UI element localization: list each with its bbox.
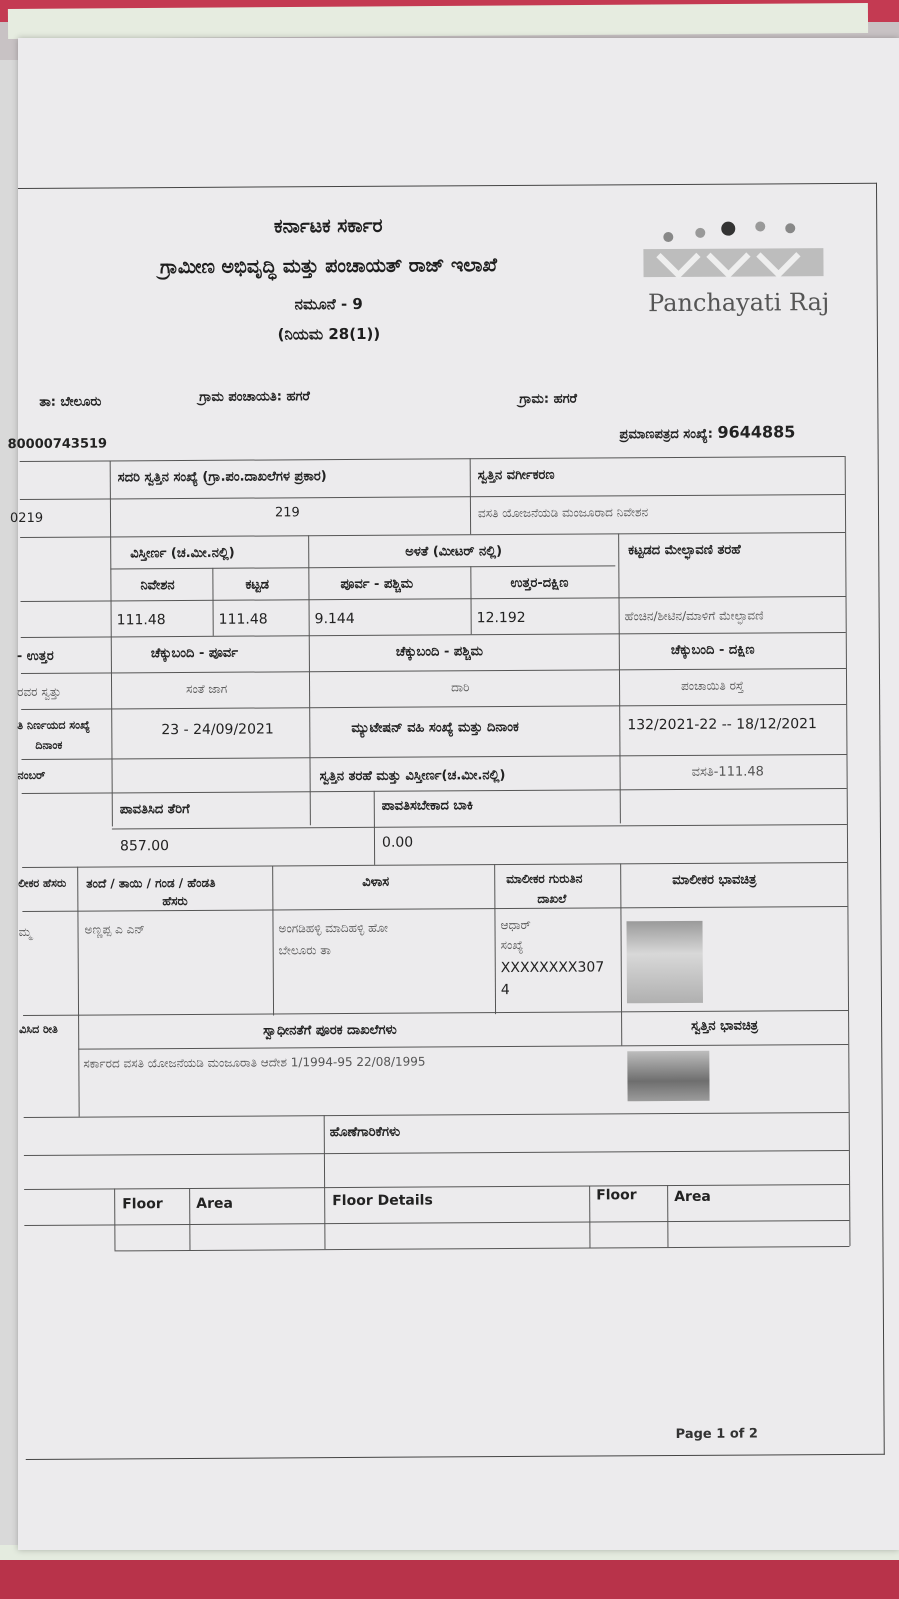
area-header: Area	[196, 1195, 233, 1212]
site-area: 111.48	[116, 612, 166, 629]
grid-line	[470, 458, 472, 534]
panchayati-raj-logo	[638, 214, 839, 345]
floor-header-2: Floor	[596, 1187, 637, 1204]
id-line-4: 4	[500, 982, 510, 999]
west-label: ಚೆಕ್ಕುಬಂದಿ - ಪಶ್ಚಿಮ	[395, 644, 484, 660]
docs-value: ಸರ್ಕಾರದ ವಸತಿ ಯೋಜನೆಯಡಿ ಮಂಜೂರಾತಿ ಆದೇಶ 1/1994-95 22/08/1995	[83, 1054, 426, 1071]
grid-line	[589, 1186, 591, 1248]
grid-line	[110, 565, 615, 569]
prop-class-label: ಸ್ವತ್ತಿನ ವರ್ಗೀಕರಣ	[477, 467, 555, 484]
id-line-3: XXXXXXXX307	[500, 959, 605, 977]
address-line-2: ಬೇಲೂರು ತಾ	[278, 943, 331, 958]
due-value: 0.00	[381, 834, 414, 851]
grid-line	[110, 460, 113, 826]
grid-line	[21, 704, 846, 710]
grid-line	[494, 864, 496, 1014]
left-id: 80000743519	[7, 436, 108, 453]
under-page	[8, 3, 868, 39]
prop-class: ವಸತಿ ಯೋಜನೆಯಡಿ ಮಂಜೂರಾದ ನಿವೇಶನ	[477, 505, 649, 521]
grid-line	[24, 1112, 849, 1118]
grid-line	[21, 668, 846, 674]
grid-line	[24, 1150, 849, 1156]
ew-value: 9.144	[314, 610, 355, 628]
grid-line	[22, 788, 847, 794]
ew-label: ಪೂರ್ವ - ಪಶ್ಚಿಮ	[340, 576, 414, 593]
dept-title: ಗ್ರಾಮೀಣ ಅಭಿವೃದ್ಧಿ ಮತ್ತು ಪಂಚಾಯತ್ ರಾಜ್ ಇಲಾಖೆ	[159, 254, 498, 279]
due-label: ಪಾವತಿಸಬೇಕಾದ ಬಾಕಿ	[381, 798, 473, 814]
east-value: ಸಂತೆ ಜಾಗ	[186, 681, 228, 696]
certificate	[619, 422, 795, 442]
relation-label: ತಂದೆ / ತಾಯಿ / ಗಂಡ / ಹೆಂಡತಿ	[86, 875, 216, 891]
area-header-2: Area	[674, 1188, 711, 1206]
area-label: ವಿಸ್ತೀರ್ಣ (ಚ.ಮೀ.ನಲ್ಲಿ)	[130, 545, 235, 562]
type-area-label: ಸ್ವತ್ತಿನ ತರಹೆ ಮತ್ತು ವಿಸ್ತೀರ್ಣ(ಚ.ಮೀ.ನಲ್ಲಿ)	[319, 768, 506, 785]
owner-label: ಲೀಕರ ಹೆಸರು	[18, 876, 67, 891]
type-area-value: ವಸತಿ-111.48	[691, 764, 764, 780]
roof-value: ಹೆಂಚಿನ/ಶೀಟಿನ/ಮಾಳಿಗೆ ಮೇಲ್ಛಾವಣಿ	[624, 608, 764, 624]
grid-line	[114, 1246, 849, 1252]
grid-line	[308, 535, 311, 825]
site-label: ನಿವೇಶನ	[140, 578, 175, 594]
form-number: ನಮೂನೆ - 9	[294, 294, 363, 314]
id-label-2: ದಾಖಲೆ	[537, 891, 567, 906]
left-code: 0219	[9, 510, 44, 527]
ns-label: ಉತ್ತರ-ದಕ್ಷಿಣ	[510, 575, 569, 591]
document-sheet	[7, 38, 899, 1550]
people-icon	[638, 214, 838, 287]
floor-header: Floor	[122, 1196, 163, 1213]
grid-line	[21, 596, 846, 602]
grid-line	[20, 532, 845, 538]
mode-label: ವಿಸಿದ ರೀತಿ	[19, 1022, 58, 1037]
owner-photo	[626, 921, 702, 1003]
building-label: ಕಟ್ಟಡ	[245, 577, 270, 593]
floor-details-header: Floor Details	[332, 1192, 433, 1210]
grid-line	[77, 867, 79, 1017]
relation-label-2: ಹೆಸರು	[162, 893, 188, 909]
grid-line	[22, 906, 847, 912]
paid-value: 857.00	[119, 838, 170, 855]
prop-no-label: ಸದರಿ ಸ್ವತ್ತಿನ ಸಂಖ್ಯೆ (ಗ್ರಾ.ಪಂ.ದಾಖಲೆಗಳ ಪ್ರಕಾರ)	[117, 469, 327, 486]
gram-panchayat: ಗ್ರಾಮ ಪಂಚಾಯತಿ: ಹಗರೆ	[199, 389, 310, 405]
resolution-date-label: ದಿನಾಂಕ	[35, 738, 63, 752]
mutation-label: ಮ್ಯುಟೇಷನ್ ವಹಿ ಸಂಖ್ಯೆ ಮತ್ತು ದಿನಾಂಕ	[351, 719, 519, 736]
number-label: ನಂಬರ್	[17, 768, 46, 783]
grid-line	[112, 824, 847, 830]
west-value: ದಾರಿ	[451, 680, 470, 695]
docs-label: ಸ್ವಾಧೀನತೆಗೆ ಪೂರಕ ದಾಖಲೆಗಳು	[263, 1022, 397, 1039]
id-label: ಮಾಲೀಕರ ಗುರುತಿನ	[506, 871, 583, 887]
building-area: 111.48	[218, 611, 268, 628]
grid-line	[20, 494, 845, 500]
taluk: ತಾ: ಬೇಲೂರು	[39, 394, 102, 410]
grid-line	[272, 865, 274, 1015]
govt-title: ಕರ್ನಾಟಕ ಸರ್ಕಾರ	[273, 214, 383, 238]
grid-line	[21, 754, 846, 760]
grid-line	[24, 1220, 849, 1226]
north-value: ರವರ ಸ್ವತ್ತು	[17, 684, 62, 700]
roof-label: ಕಟ್ಟಡದ ಮೇಲ್ಛಾವಣಿ ತರಹೆ	[628, 542, 741, 559]
grid-line	[78, 1015, 80, 1117]
south-value: ಪಂಚಾಯಿತಿ ರಸ್ತೆ	[681, 678, 744, 693]
document-frame	[7, 183, 885, 1460]
rule-number: (ನಿಯಮ 28(1))	[277, 324, 381, 344]
grid-line	[620, 863, 622, 1045]
prop-photo-label: ಸ್ವತ್ತಿನ ಭಾವಚಿತ್ರ	[691, 1018, 759, 1034]
owner-photo-label: ಮಾಲೀಕರ ಭಾವಚಿತ್ರ	[672, 872, 757, 889]
liabilities-label: ಹೊಣೆಗಾರಿಕೆಗಳು	[329, 1124, 401, 1141]
mutation-value: 132/2021-22 -- 18/12/2021	[627, 716, 817, 734]
bottom-strip	[0, 1560, 899, 1599]
grid-line	[114, 1188, 116, 1250]
prop-no: 219	[274, 505, 300, 521]
grid-line	[845, 456, 851, 1246]
grid-line	[20, 456, 845, 462]
logo-text: Panchayati Raj	[648, 288, 830, 318]
page-number: Page 1 of 2	[675, 1426, 759, 1443]
property-photo	[627, 1051, 709, 1102]
north-label: - ಉತ್ತರ	[16, 648, 54, 665]
grid-line	[23, 1010, 848, 1016]
grid-line	[374, 791, 376, 865]
dim-label: ಅಳತೆ (ಮೀಟರ್ ನಲ್ಲಿ)	[405, 544, 503, 560]
address-label: ವಿಳಾಸ	[362, 874, 390, 890]
village: ಗ್ರಾಮ: ಹಗರೆ	[519, 391, 578, 407]
grid-line	[22, 862, 847, 868]
grid-line	[667, 1185, 669, 1247]
relation-name: ಅಣ್ಣಪ್ಪ ಎ ಎನ್	[84, 922, 145, 937]
certificate-label: ಪ್ರಮಾಣಪತ್ರದ ಸಂಖ್ಯೆ:	[619, 426, 713, 443]
grid-line	[21, 632, 846, 638]
certificate-number: 9644885	[717, 422, 796, 442]
paid-label: ಪಾವತಿಸಿದ ತೆರಿಗೆ	[119, 801, 190, 818]
grid-line	[618, 533, 621, 823]
ns-value: 12.192	[476, 609, 526, 627]
grid-line	[24, 1184, 849, 1190]
grid-line	[470, 566, 472, 634]
resolution-value: 23 - 24/09/2021	[161, 721, 274, 739]
grid-line	[78, 1044, 848, 1050]
grid-line	[324, 1115, 326, 1249]
id-line-1: ಆಧಾರ್	[500, 917, 531, 933]
east-label: ಚೆಕ್ಕುಬಂದಿ - ಪೂರ್ವ	[150, 645, 239, 662]
grid-line	[212, 568, 214, 636]
id-line-2: ಸಂಖ್ಯೆ	[500, 937, 524, 953]
south-label: ಚೆಕ್ಕುಬಂದಿ - ದಕ್ಷಿಣ	[670, 642, 755, 659]
address-line-1: ಅಂಗಡಿಹಳ್ಳಿ ಮಾದಿಹಳ್ಳಿ ಹೋ	[278, 920, 389, 936]
grid-line	[189, 1188, 191, 1250]
resolution-label: ತಿ ನಿರ್ಣಯದ ಸಂಖ್ಯೆ	[17, 718, 90, 733]
owner-name: ಮ್ಮ	[18, 924, 32, 940]
